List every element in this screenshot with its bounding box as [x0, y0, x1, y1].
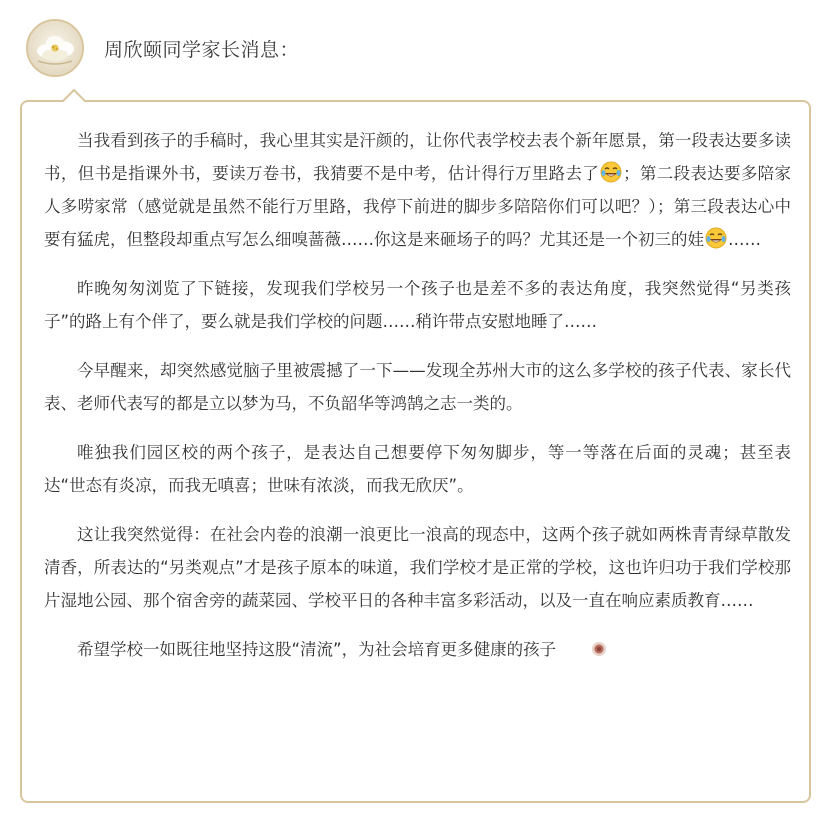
paragraph-6-text: 希望学校一如既往地坚持这股“清流”，为社会培育更多健康的孩子	[77, 640, 557, 659]
paragraph-4: 唯独我们园区校的两个孩子，是表达自己想要停下匆匆脚步，等一等落在后面的灵魂；甚至表达“世态有炎凉，而我无嗔喜；世味有浓淡，而我无欣厌”。	[44, 443, 791, 495]
paragraph-2: 昨晚匆匆浏览了下链接，发现我们学校另一个孩子也是差不多的表达角度，我突然觉得“另类孩子”的路上有个伴了，要么就是我们学校的问题……稍许带点安慰地睡了……	[44, 279, 791, 331]
paragraph-1	[44, 124, 791, 256]
paragraph-6	[44, 633, 791, 666]
flower-avatar-icon	[28, 21, 82, 75]
rose-emoji-icon	[558, 635, 574, 651]
paragraph-3: 今早醒来，却突然感觉脑子里被震撼了一下——发现全苏州大市的这么多学校的孩子代表、家长代表、老师代表写的都是立以梦为马，不负韶华等鸿鹄之志一类的。	[44, 361, 791, 413]
sender-name: 周欣颐同学家长消息：	[104, 38, 300, 61]
laughing-tears-emoji-icon	[600, 161, 622, 183]
paragraph-5: 这让我突然觉得：在社会内卷的浪潮一浪更比一浪高的现态中，这两个孩子就如两株青青绿草散发清香，所表达的“另类观点”才是孩子原本的味道，我们学校才是正常的学校，这也许归功于我们学校那片湿地公园、那个宿舍旁的蔬菜园、学校平日的各种丰富多彩活动，以及一直在响应素质教育……	[44, 525, 791, 610]
message-header	[26, 16, 299, 80]
avatar[interactable]	[26, 19, 84, 77]
message-card	[20, 100, 811, 803]
message-body	[22, 102, 809, 666]
paragraph-1-part-c: ……	[728, 230, 761, 249]
paragraph-1-part-a: 当我看到孩子的手稿时，我心里其实是汗颜的，让你代表学校去表个新年愿景，第一段表达要多读书，但书是指课外书，要读万卷书，我猜要不是中考，估计得行万里路去了	[44, 131, 791, 183]
laughing-tears-emoji-icon	[705, 227, 727, 249]
paragraph-1-part-b: ；第二段表达要多陪家人多唠家常（感觉就是虽然不能行万里路，我停下前进的脚步多陪陪你们可以吧？）；第三段表达心中要有猛虎，但整段却重点写怎么细嗅蔷薇……你这是来砸场子的吗？尤其还是一个初三的娃	[44, 164, 792, 249]
